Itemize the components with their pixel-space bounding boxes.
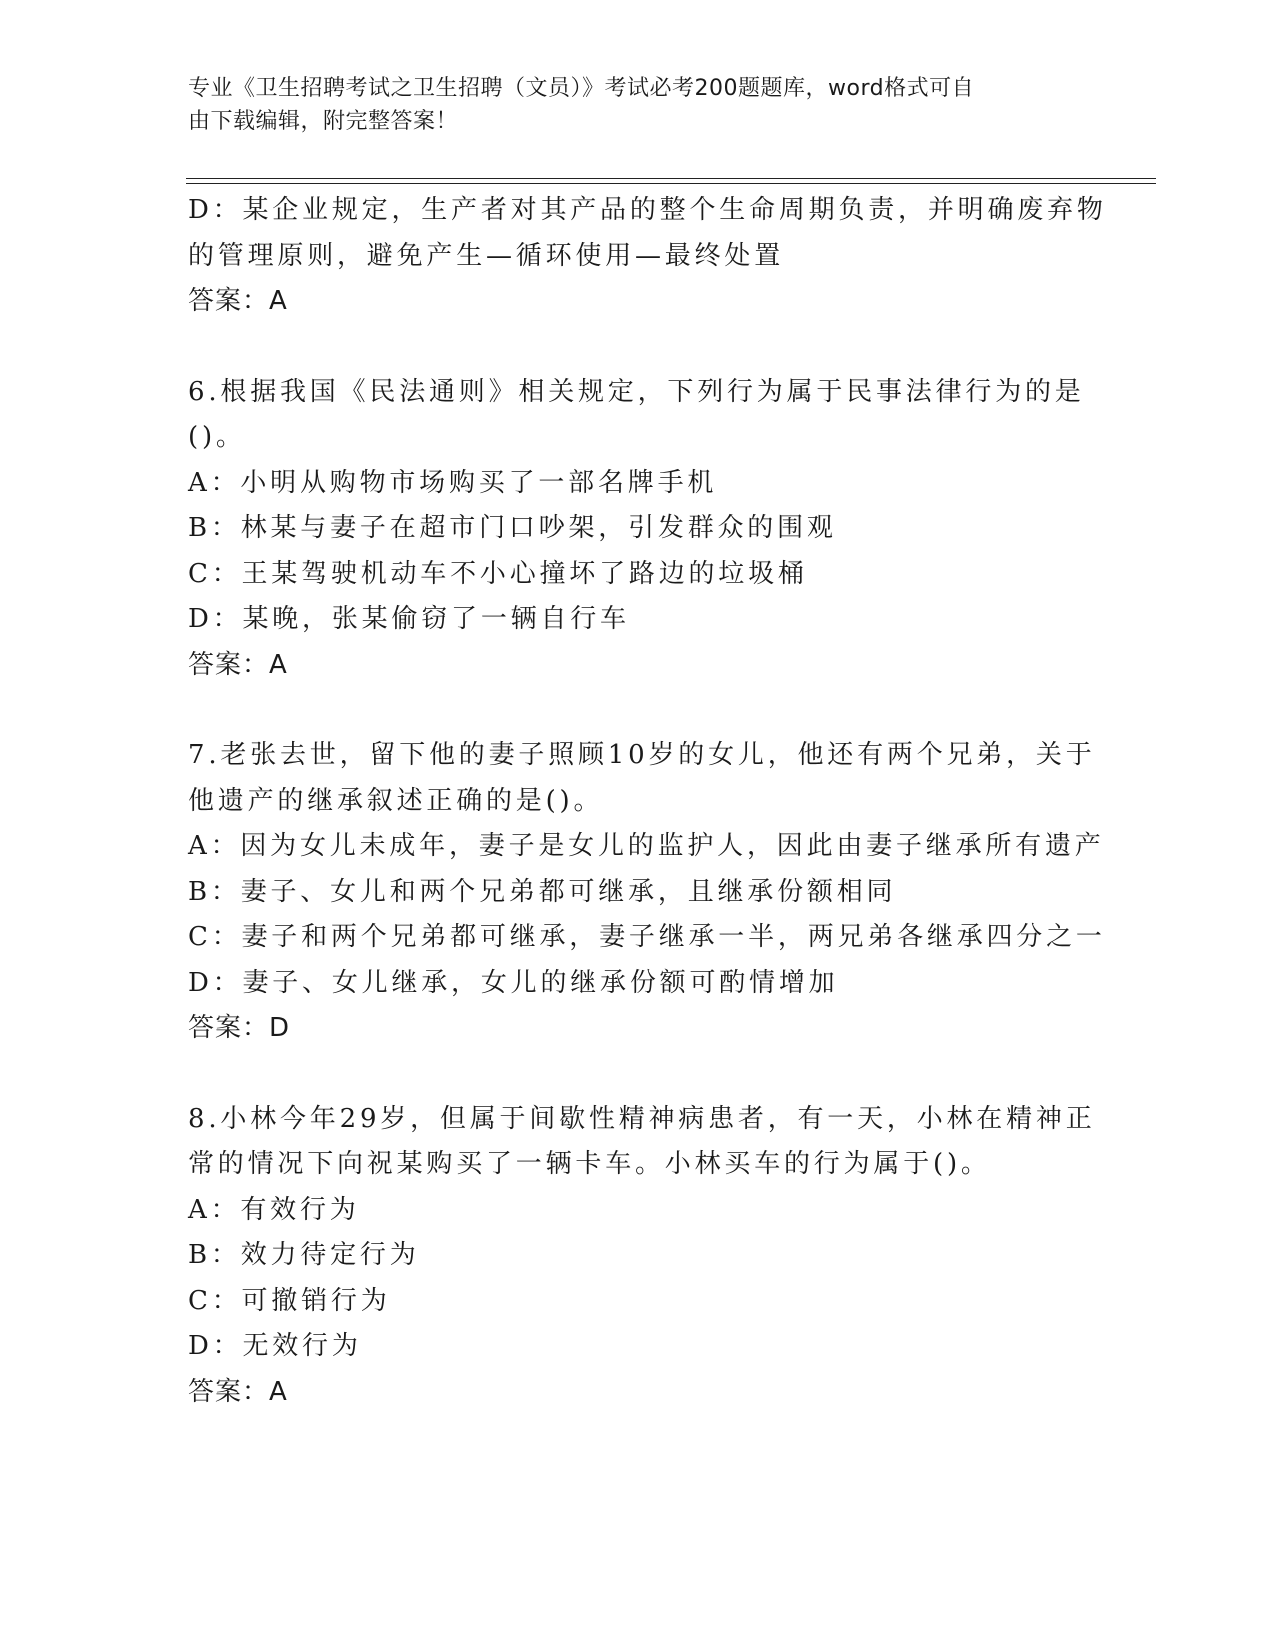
option-d: D：某企业规定，生产者对其产品的整个生命周期负责，并明确废弃物 [188,195,1107,225]
answer-line: 答案：A [188,649,288,680]
question-stem-continued: 他遗产的继承叙述正确的是()。 [188,785,604,816]
header-line-2: 由下载编辑，附完整答案！ [188,109,459,134]
question-stem: 6.根据我国《民法通则》相关规定，下列行为属于民事法律行为的是 [188,376,1085,407]
question-block-7 [188,733,1106,1052]
option-a: A：小明从购物市场购买了一部名牌手机 [188,467,718,498]
answer-line: 答案：D [188,1013,291,1043]
option-b: B：林某与妻子在超市门口吵架，引发群众的围观 [188,513,837,543]
option-d: D：妻子、女儿继承，女儿的继承份额可酌情增加 [188,967,839,998]
question-stem: 7.老张去世，留下他的妻子照顾10岁的女儿，他还有两个兄弟，关于 [188,740,1096,770]
option-b: B：妻子、女儿和两个兄弟都可继承，且继承份额相同 [188,876,897,907]
option-d: D：某晚，张某偷窃了一辆自行车 [188,604,630,634]
question-stem: 8.小林今年29岁，但属于间歇性精神病患者，有一天，小林在精神正 [188,1103,1096,1134]
option-c: C：妻子和两个兄弟都可继承，妻子继承一半，两兄弟各继承四分之一 [188,922,1106,952]
option-b: B：效力待定行为 [188,1240,420,1270]
header-divider-bottom [186,183,1156,184]
question-list [188,188,1107,1415]
document-header [188,72,1078,138]
header-divider-top [186,178,1156,179]
option-d-continued: 的管理原则，避免产生—循环使用—最终处置 [188,240,785,271]
answer-line: 答案：A [188,286,288,316]
question-block-6 [188,370,1088,689]
question-stem-continued: 常的情况下向祝某购买了一辆卡车。小林买车的行为属于()。 [188,1149,991,1179]
question-block-5-tail [188,188,1107,325]
answer-line: 答案：A [188,1376,288,1407]
option-c: C：可撤销行为 [188,1285,391,1316]
option-c: C：王某驾驶机动车不小心撞坏了路边的垃圾桶 [188,558,808,589]
header-line-1: 专业《卫生招聘考试之卫生招聘（文员）》考试必考200题题库，word格式可自 [188,76,975,101]
option-d: D：无效行为 [188,1331,362,1361]
option-a: A：有效行为 [188,1194,360,1225]
question-stem-continued: ()。 [188,422,246,452]
question-block-8 [188,1097,1096,1416]
option-a: A：因为女儿未成年，妻子是女儿的监护人，因此由妻子继承所有遗产 [188,831,1105,861]
